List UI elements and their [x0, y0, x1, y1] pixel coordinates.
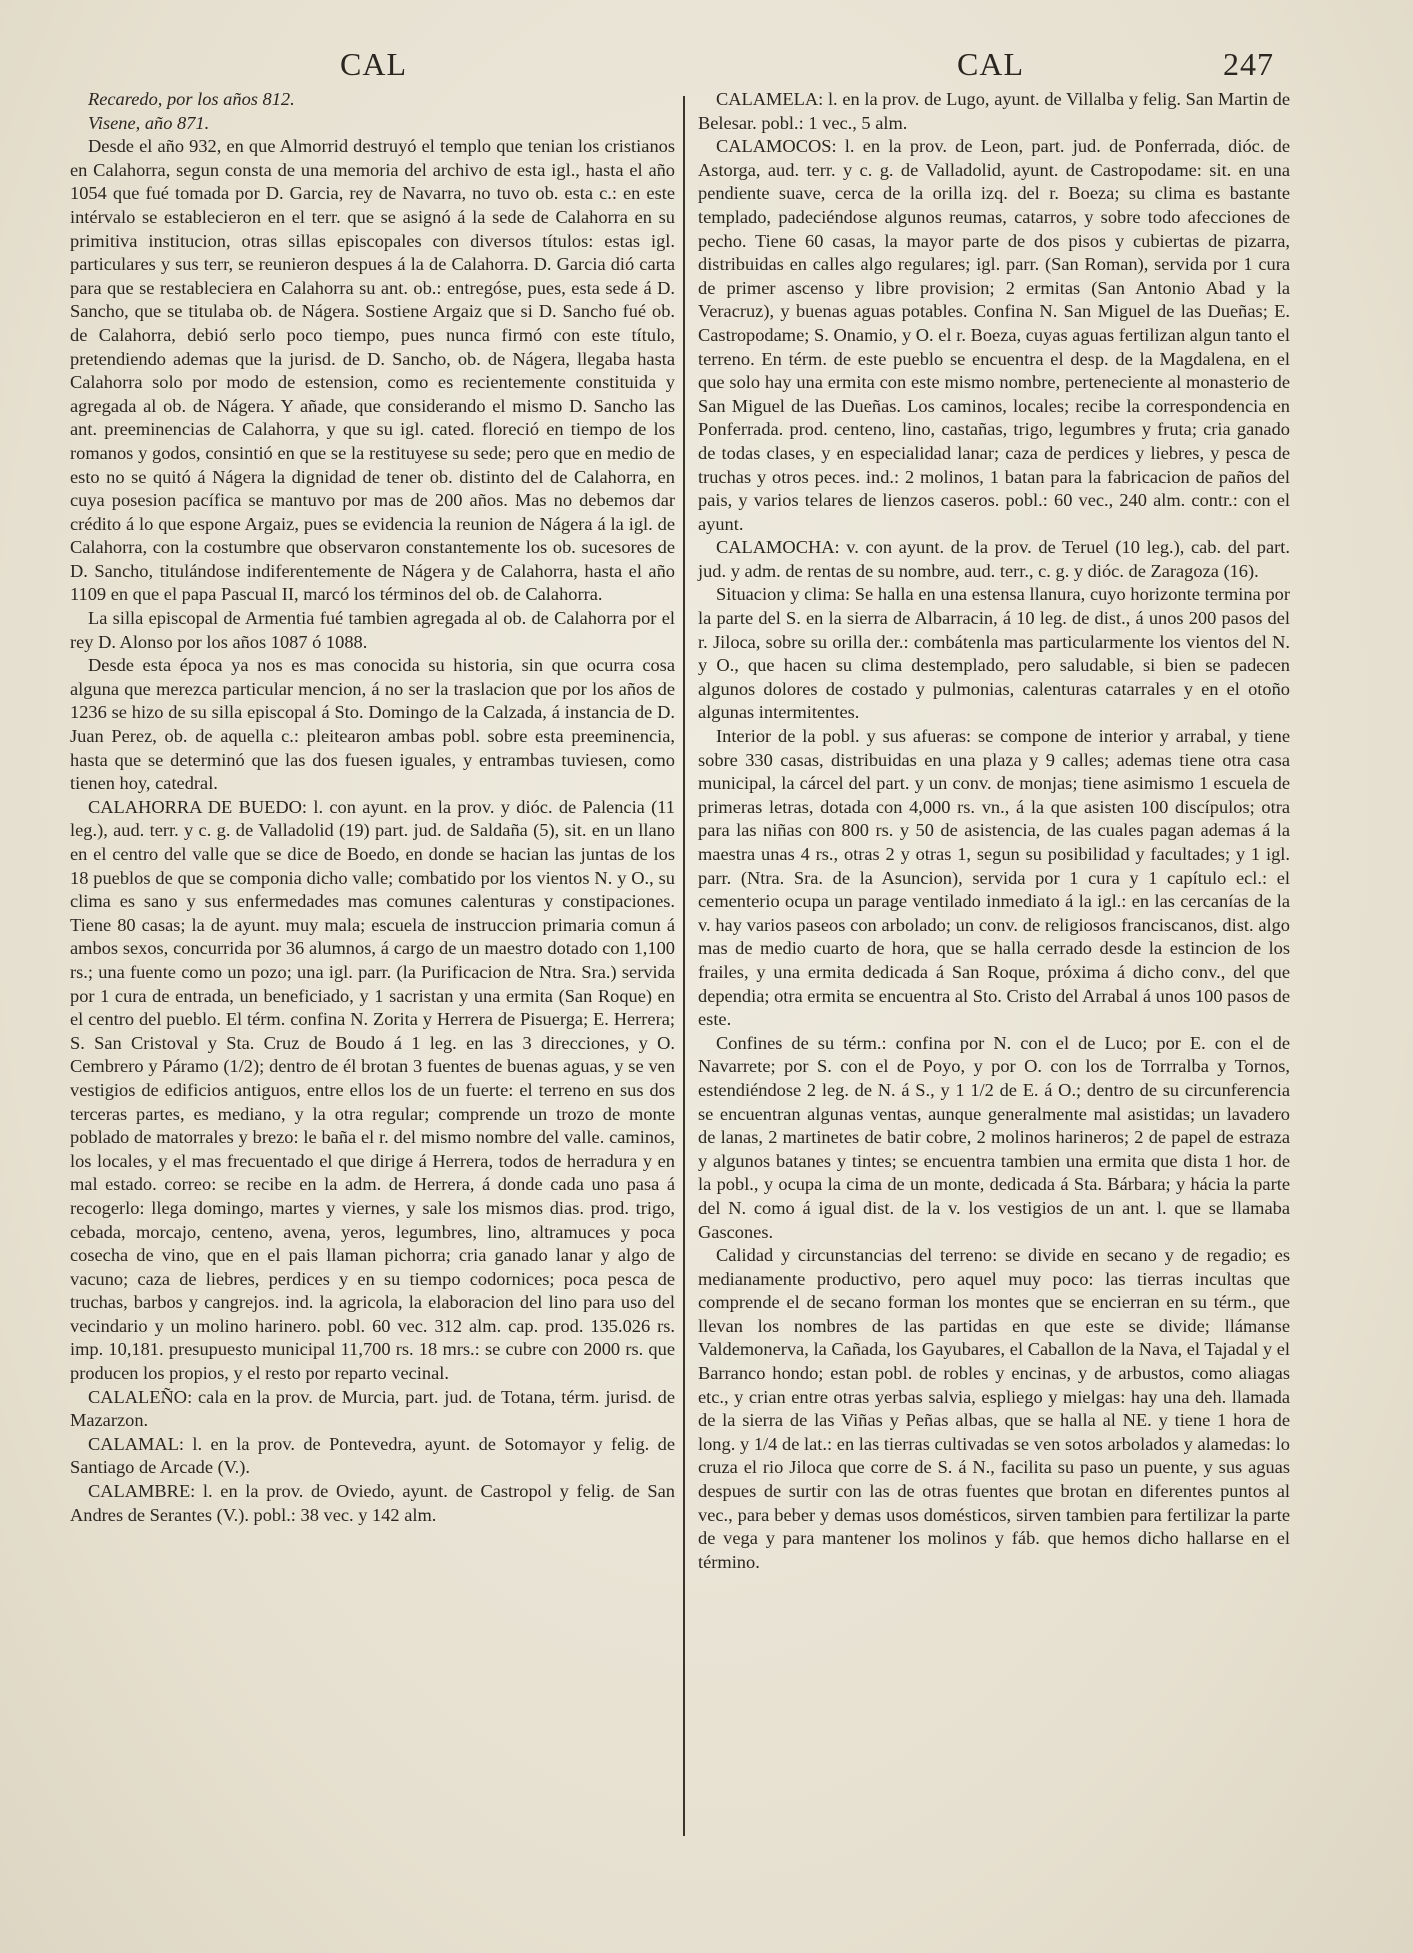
column-divider: [683, 96, 685, 1836]
entry-calaleno: CALALEÑO: cala en la prov. de Murcia, part. jud. de Totana, térm. jurisd. de Mazarzon.: [70, 1386, 675, 1431]
paragraph: La silla episcopal de Armentia fué tambien agregada al ob. de Calahorra por el rey D. Alonso por los años 1087 ó 1088.: [70, 608, 675, 652]
right-column: [698, 88, 1290, 1574]
paragraph: Desde el año 932, en que Almorrid destruyó el templo que tenian los cristianos en Calahorra, segun consta de una memoria del archivo de esta igl., hasta el año 1054 que fué tomada por D. Garcia, rey de Navarra, no tuvo ob. esta c.: en este intérvalo se establecieron en el terr. que se asignó á la sede de Calahorra en su primitiva institucion, otras sillas episcopales con diversos títulos: estas igl. particulares y sus terr, se reunieron despues á la de Calahorra. D. Garcia dió carta para que se restableciera en Calahorra su ant. ob.: entregóse, pues, esta sede á D. Sancho, que se titulaba ob. de Nágera. Sostiene Argaiz que si D. Sancho fué ob. de Calahorra, debió serlo poco tiempo, pues nunca firmó con este título, pretendiendo ademas que la jurisd. de D. Sancho, ob. de Nágera, llegaba hasta Calahorra solo por modo de estension, como es recientemente constituida y agregada al ob. de Nágera. Y añade, que considerando el mismo D. Sancho las ant. preeminencias de Calahorra, y que su igl. cated. floreció en tiempo de los romanos y godos, consintió en que se la restituyese su sede; pero que en medio de esto no se quitó á Nágera la dignidad de tener ob. distinto del de Calahorra, en cuya posesion pacífica se mantuvo por mas de 200 años. Mas no debemos dar crédito á lo que espone Argaiz, pues se evidencia la reunion de Nágera á la igl. de Calahorra, con la costumbre que observaron constantemente los ob. sucesores de D. Sancho, titulándose indiferentemente de Nágera y de Calahorra, hasta el año 1109 en que el papa Pascual II, marcó los términos del ob. de Calahorra.: [70, 136, 675, 605]
entry-calamela: CALAMELA: l. en la prov. de Lugo, ayunt. de Villalba y felig. San Martin de Belesar. pobl.: 1 vec., 5 alm.: [698, 89, 1290, 133]
paragraph: Desde esta época ya nos es mas conocida su historia, sin que ocurra cosa alguna que merezca particular mencion, á no ser la traslacion que por los años de 1236 se hizo de su silla episcopal á Sto. Domingo de la Calzada, á instancia de D. Juan Perez, ob. de aquella c.: pleitearon ambas pobl. sobre esta preeminencia, hasta que se determinó que las dos fuesen iguales, y entrambas tuviesen, como tienen hoy, catedral.: [70, 655, 675, 794]
entry-calamocos: CALAMOCOS: l. en la prov. de Leon, part. jud. de Ponferrada, dióc. de Astorga, aud. terr. y c. g. de Valladolid, ayunt. de Castropodame: sit. en una pendiente suave, cerca de la orilla izq. del r. Boeza; su clima es bastante templado, padeciéndose algunos reumas, catarros, y sobre todo afecciones de pecho. Tiene 60 casas, la mayor parte de dos pisos y cubiertas de pizarra, distribuidas en calles algo regulares; igl. parr. (San Roman), servida por 1 cura de primer ascenso y libre provision; 2 ermitas (San Antonio Abad y la Veracruz), y buenas aguas potables. Confina N. San Miguel de las Dueñas; E. Castropodame; S. Onamio, y O. el r. Boeza, cuyas aguas fertilizan algun tanto el terreno. En térm. de este pueblo se encuentra el desp. de la Magdalena, en el que solo hay una ermita con este mismo nombre, perteneciente al monasterio de San Miguel de las Dueñas. Los caminos, locales; recibe la correspondencia en Ponferrada. prod. centeno, lino, castañas, trigo, legumbres y fruta; cria ganado de todas clases, y en especialidad lanar; caza de perdices y liebres, y pesca de truchas y otros peces. ind.: 2 molinos, 1 batan para la fabricacion de paños del pais, y varios telares de lienzos caseros. pobl.: 60 vec., 240 alm. contr.: con el ayunt.: [698, 136, 1290, 534]
section-situacion-y-clima: Situacion y clima: Se halla en una estensa llanura, cuyo horizonte termina por la parte del S. en la sierra de Albarracin, á 10 leg. de dist., á unos 200 pasos del r. Jiloca, sobre su orilla der.: combátenla mas particularmente los vientos del N. y O., que hacen su clima destemplado, pero saludable, si bien se padecen algunos dolores de costado y pulmonias, calenturas catarrales y en el otoño algunas intermitentes.: [698, 584, 1290, 723]
section-confines: Confines de su térm.: confina por N. con el de Luco; por E. con el de Navarrete; por S. con el de Poyo, y por O. con los de Torrralba y Tornos, estendiéndose 2 leg. de N. á S., y 1 1/2 de E. á O.; dentro de su circunferencia se encuentran algunas ventas, aunque generalmente mal asistidas; un lavadero de lanas, 2 martinetes de batir cobre, 2 molinos harineros; 2 de papel de estraza y algunos batanes y tintes; se encuentra tambien una ermita que dista 1 hor. de la pobl., y ocupa la cima de un monte, dedicada á Sta. Bárbara; y hácia la parte del N. como á igual dist. de la v. los vestigios de un ant. l. que se llamaba Gascones.: [698, 1032, 1290, 1242]
entry-calamocha: CALAMOCHA: v. con ayunt. de la prov. de Teruel (10 leg.), cab. del part. jud. y adm. de rentas de su nombre, aud. terr., c. g. y dióc. de Zaragoza (16).: [698, 537, 1290, 581]
entry-calamal: CALAMAL: l. en la prov. de Pontevedra, ayunt. de Sotomayor y felig. de Santiago de Arcade (V.).: [70, 1433, 675, 1478]
running-header-right: CAL: [957, 46, 1024, 82]
paragraph: Visene, año 871.: [88, 112, 210, 133]
running-header-left: CAL: [340, 46, 407, 82]
paragraph: Recaredo, por los años 812.: [88, 89, 295, 109]
page-number: 247: [1223, 46, 1274, 82]
left-column: [70, 88, 675, 1527]
section-interior-de-la-pobl: Interior de la pobl. y sus afueras: se compone de interior y arrabal, y tiene sobre 330 casas, distribuidas en una plaza y 9 calles; ademas tiene otra casa municipal, la cárcel del part. y un conv. de monjas; tiene asimismo 1 escuela de primeras letras, dotada con 4,000 rs. vn., á la que asisten 100 discípulos; otra para las niñas con 800 rs. y 50 de asistencia, de las cuales pagan ademas á la maestra unas 4 rs., otras 2 y otras 1, segun su posibilidad y facultades; y 1 igl. parr. (Ntra. Sra. de la Asuncion), servida por 1 cura y 1 capítulo ecl.: el cementerio ocupa un parage ventilado inmediato á la igl.: en las cercanías de la v. hay varios paseos con arbolado; un conv. de religiosos franciscanos, dist. algo mas de medio cuarto de hora, que se halla cerrado desde la estincion de los frailes, y una ermita dedicada á San Roque, próxima á dicho conv., del que dependia; otra ermita se encuentra al Sto. Cristo del Arrabal á unos 100 pasos de este.: [698, 726, 1290, 1030]
entry-calambre: CALAMBRE: l. en la prov. de Oviedo, ayunt. de Castropol y felig. de San Andres de Serantes (V.). pobl.: 38 vec. y 142 alm.: [70, 1481, 675, 1525]
entry-calahorra-de-buedo: CALAHORRA DE BUEDO: l. con ayunt. en la prov. y dióc. de Palencia (11 leg.), aud. terr. y c. g. de Valladolid (19) part. jud. de Saldaña (5), sit. en un llano en el centro del valle que se dice de Boedo, en donde se hacian las juntas de los 18 pueblos de que se componia dicho valle; combatido por los vientos N. y O., su clima es sano y sus enfermedades mas comunes calenturas y constipaciones. Tiene 80 casas; la de ayunt. muy mala; escuela de instruccion primaria comun á ambos sexos, concurrida por 36 alumnos, á cargo de un maestro dotado con 1,100 rs.; una fuente como un pozo; una igl. parr. (la Purificacion de Ntra. Sra.) servida por 1 cura de entrada, un beneficiado, y 1 sacristan y una ermita (San Roque) en el centro del pueblo. El térm. confina N. Zorita y Herrera de Pisuerga; E. Herrera; S. San Cristoval y Sta. Cruz de Boudo á 1 leg. en las 3 direcciones, y O. Cembrero y Páramo (1/2); dentro de él brotan 3 fuentes de buenas aguas, y se ven vestigios de edificios antiguos, entre ellos los de un fuerte: el terreno en sus dos terceras partes, es mediano, y la otra regular; comprende un trozo de monte poblado de matorrales y brezo: le baña el r. del mismo nombre del valle. caminos, los locales, y el mas frecuentado el que dirige á Herrera, todos de herradura y en mal estado. correo: se recibe en la adm. de Herrera, á donde cada uno pasa á recogerlo: llega domingo, martes y viernes, y sale los mismos dias. prod. trigo, cebada, morcajo, centeno, avena, yeros, legumbres, lino, altramuces y poca cosecha de vino, que en el pais llaman pichorra; cria ganado lanar y algo de vacuno; caza de liebres, perdices y en su tiempo codornices; poca pesca de truchas, barbos y cangrejos. ind. la agricola, la elaboracion del lino para uso del vecindario y un molino harinero. pobl. 60 vec. 312 alm. cap. prod. 135.026 rs. imp. 10,181. presupuesto municipal 11,700 rs. 18 mrs.: se cubre con 2000 rs. que producen los propios, y el resto por reparto vecinal.: [70, 796, 675, 1384]
section-calidad-del-terreno: Calidad y circunstancias del terreno: se divide en secano y de regadio; es medianamente productivo, pero aquel muy poco: las tierras incultas que comprende el de secano forman los montes que se encierran en su térm., que llevan los nombres de las partidas en que este se divide; llámanse Valdemonerva, la Cañada, los Gayubares, el Caballon de la Nava, el Tajadal y el Barranco hondo; estan pobl. de robles y encinas, y de arbustos, como aliagas etc., y crian entre otras yerbas salvia, espliego y mielgas: hay una deh. llamada de la sierra de las Viñas y Peñas albas, que se halla al NE. y tiene 1 hora de long. y 1/4 de lat.: en las tierras cultivadas se ven sotos arbolados y alamedas: lo cruza el rio Jiloca que corre de S. á N., facilita su paso un puente, y sus aguas despues de surtir con las de otras fuentes que brotan en diferentes puntos al vec., para beber y demas usos domésticos, sirven tambien para fertilizar la parte de vega y para mantener los molinos y fáb. que hemos dicho hallarse en el término.: [698, 1245, 1290, 1572]
